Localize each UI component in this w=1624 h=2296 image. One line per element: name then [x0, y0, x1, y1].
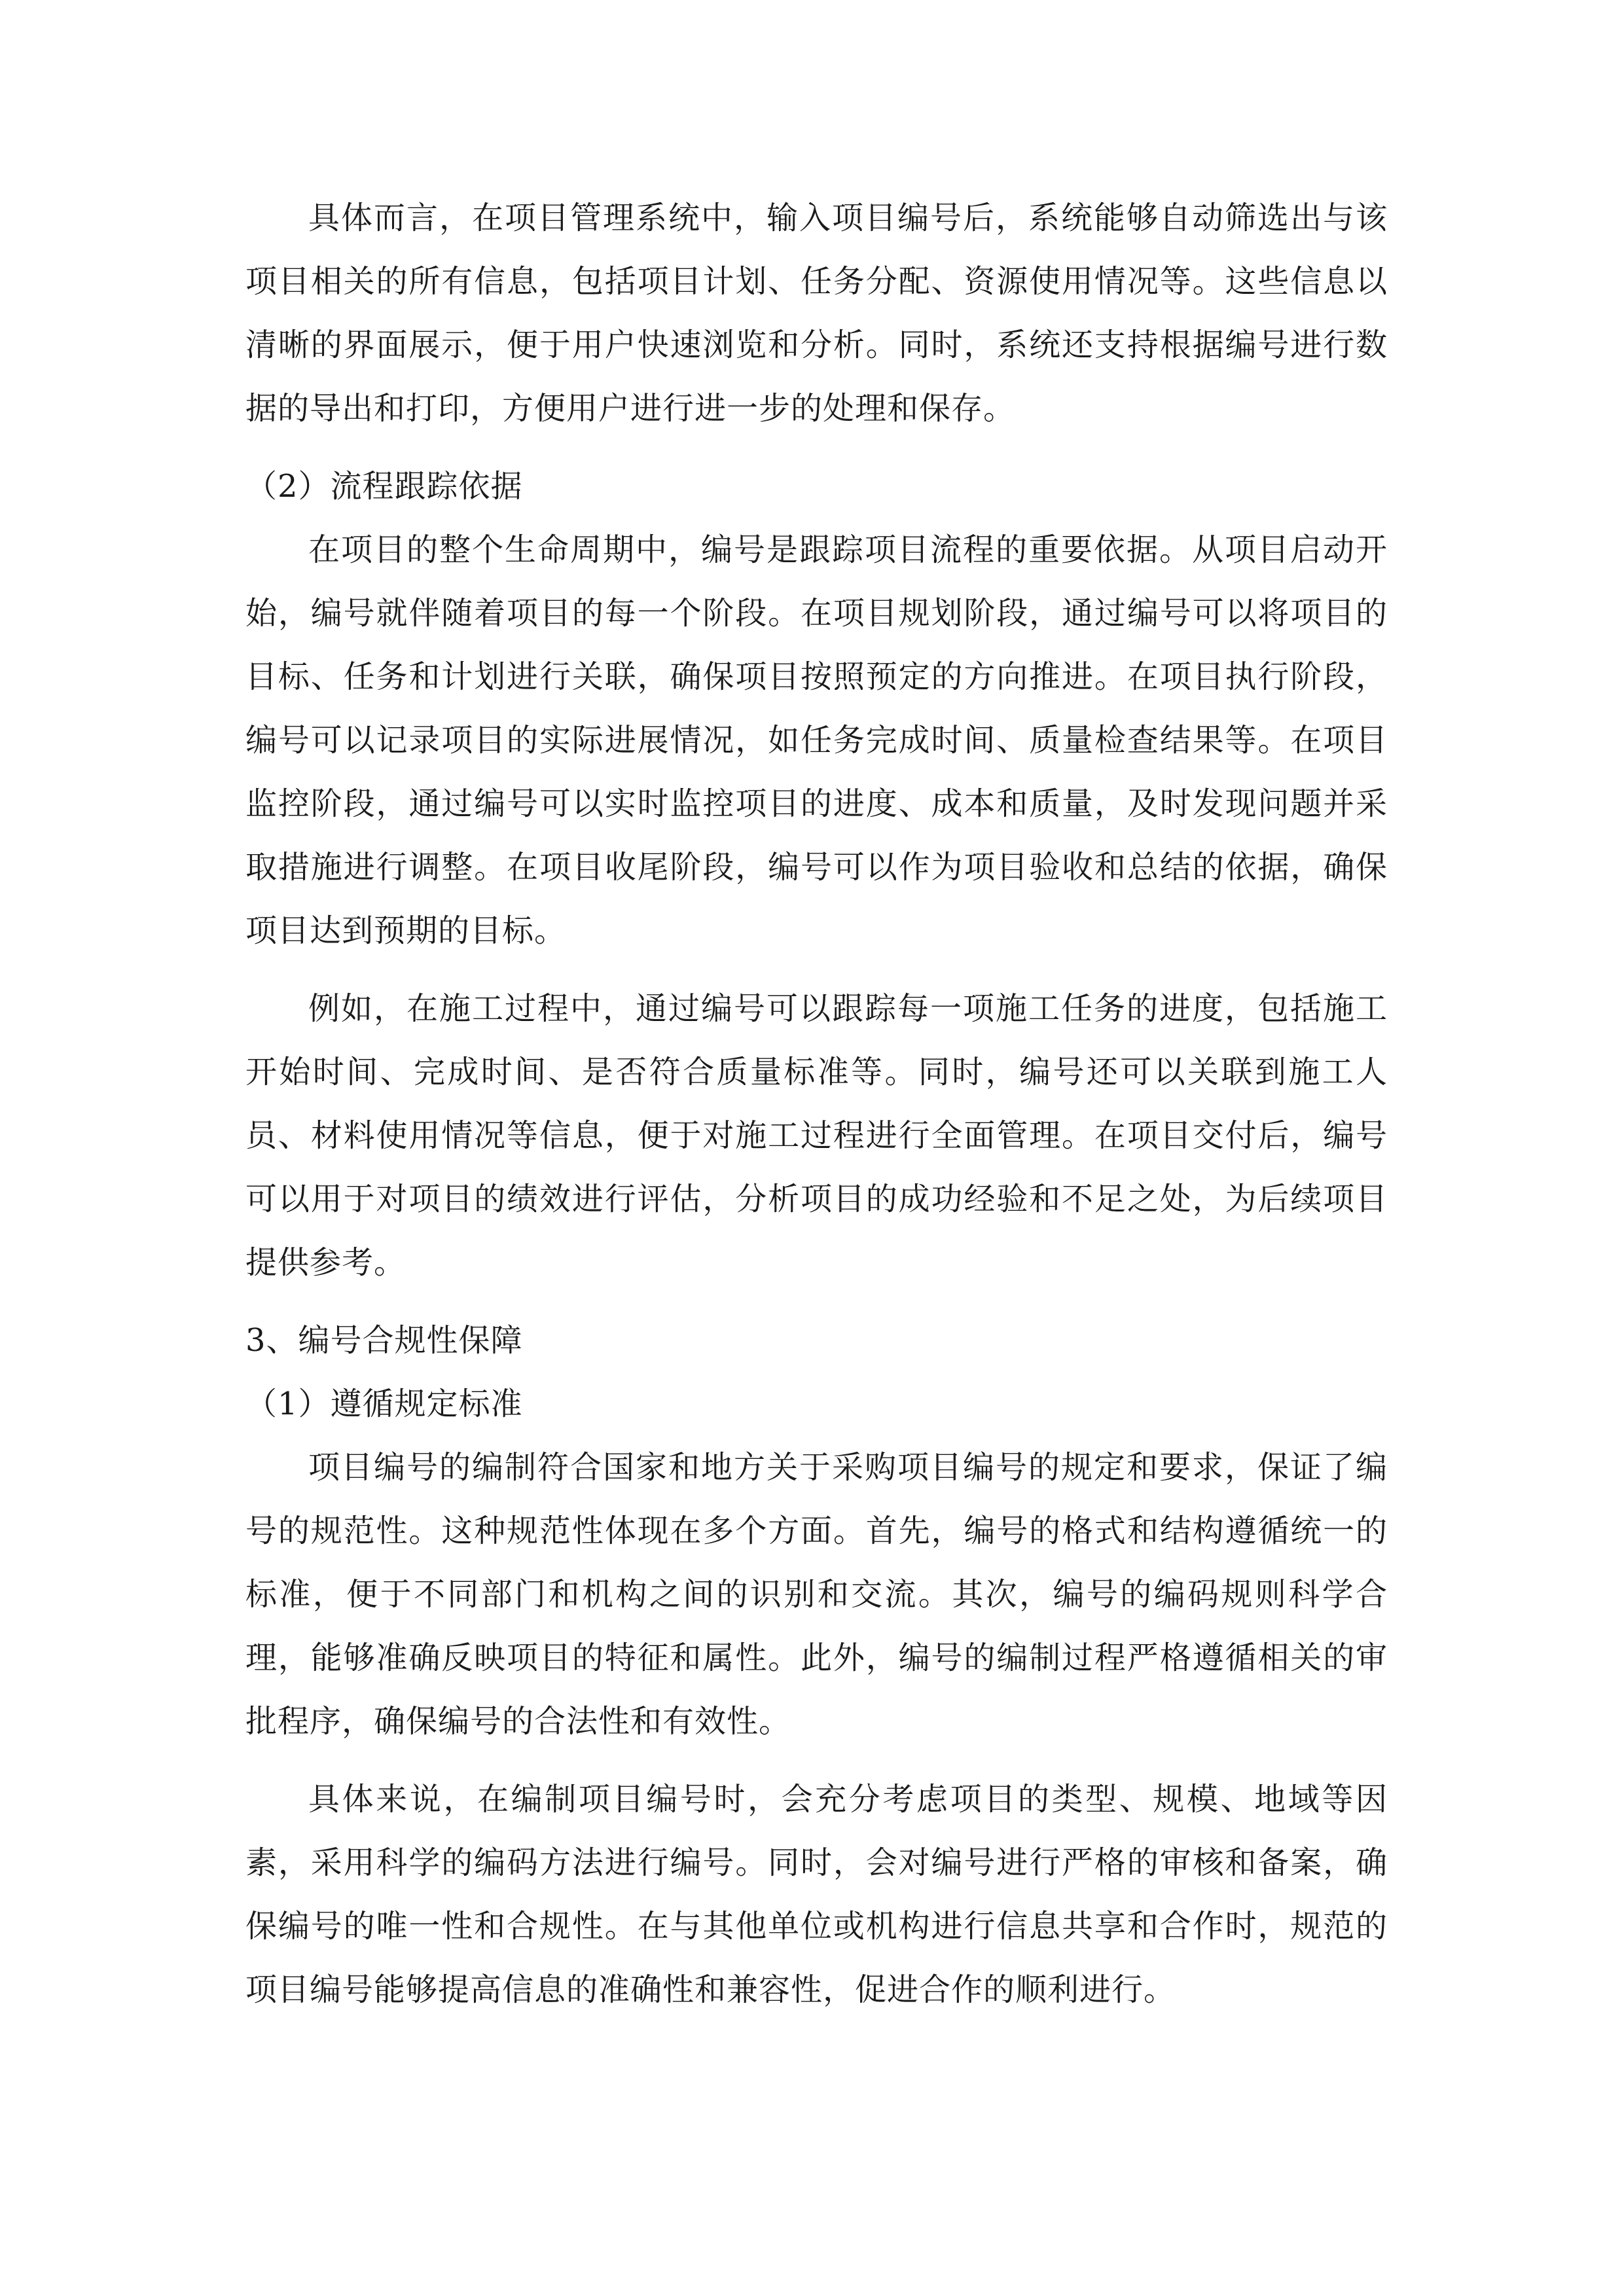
paragraph-specific-compilation: 具体来说，在编制项目编号时，会充分考虑项目的类型、规模、地域等因素，采用科学的编码方法进行编号。同时，会对编号进行严格的审核和备案，确保编号的唯一性和合规性。在与其他单位或机构进行信息共享和合作时，规范的项目编号能够提高信息的准确性和兼容性，促进合作的顺利进行。	[245, 1781, 1388, 2008]
heading-process-tracking: （2）流程跟踪依据	[245, 468, 523, 505]
heading-compliance: 3、编号合规性保障	[245, 1322, 523, 1359]
document-page	[245, 187, 1388, 2022]
paragraph-system-query: 具体而言，在项目管理系统中，输入项目编号后，系统能够自动筛选出与该项目相关的所有信息，包括项目计划、任务分配、资源使用情况等。这些信息以清晰的界面展示，便于用户快速浏览和分析。同时，系统还支持根据编号进行数据的导出和打印，方便用户进行进一步的处理和保存。	[245, 200, 1388, 427]
paragraph-lifecycle-tracking: 在项目的整个生命周期中，编号是跟踪项目流程的重要依据。从项目启动开始，编号就伴随着项目的每一个阶段。在项目规划阶段，通过编号可以将项目的目标、任务和计划进行关联，确保项目按照预定的方向推进。在项目执行阶段，编号可以记录项目的实际进展情况，如任务完成时间、质量检查结果等。在项目监控阶段，通过编号可以实时监控项目的进度、成本和质量，及时发现问题并采取措施进行调整。在项目收尾阶段，编号可以作为项目验收和总结的依据，确保项目达到预期的目标。	[245, 531, 1388, 949]
paragraph-construction-example: 例如，在施工过程中，通过编号可以跟踪每一项施工任务的进度，包括施工开始时间、完成时间、是否符合质量标准等。同时，编号还可以关联到施工人员、材料使用情况等信息，便于对施工过程进行全面管理。在项目交付后，编号可以用于对项目的绩效进行评估，分析项目的成功经验和不足之处，为后续项目提供参考。	[245, 990, 1388, 1281]
paragraph-standards: 项目编号的编制符合国家和地方关于采购项目编号的规定和要求，保证了编号的规范性。这种规范性体现在多个方面。首先，编号的格式和结构遵循统一的标准，便于不同部门和机构之间的识别和交流。其次，编号的编码规则科学合理，能够准确反映项目的特征和属性。此外，编号的编制过程严格遵循相关的审批程序，确保编号的合法性和有效性。	[245, 1449, 1388, 1740]
heading-follow-standards: （1）遵循规定标准	[245, 1386, 523, 1422]
